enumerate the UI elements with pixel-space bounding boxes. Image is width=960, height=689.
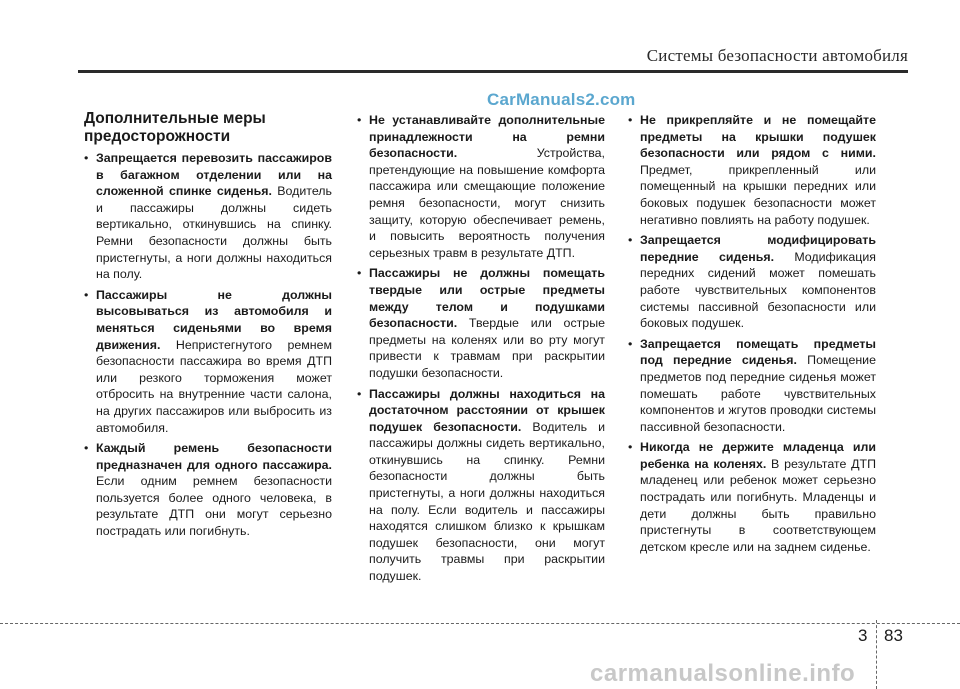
bullet-lead: Не прикрепляйте и не помещайте предметы на крышки подушек безопасности или рядом с ними. bbox=[640, 113, 876, 161]
bullet-text: Помещение предметов под передние сиденья может помешать работе чувствительных компонентов и жгутов проводки системы пассивной безопасности. bbox=[640, 353, 876, 434]
bullet-list-col1 bbox=[84, 150, 332, 540]
bullet-item bbox=[628, 112, 876, 228]
watermark-carmanualsonline[interactable]: carmanualsonline.info bbox=[590, 660, 856, 687]
bullet-text: Устройства, претендующие на повышение комфорта пассажира или смещающие положение ремня безопасности, могут снизить защиту, которую обеспечивает ремень, и повысить вероятность получения серьезных травм в результате ДТП. bbox=[369, 146, 605, 260]
column-1 bbox=[84, 110, 332, 544]
page-number: 83 bbox=[884, 626, 903, 645]
footer-dashed-rule bbox=[0, 623, 960, 624]
bullet-item bbox=[84, 287, 332, 436]
bullet-text: Модификация передних сидений может помешать работе чувствительных компонентов системы пассивной безопасности или боковых подушек. bbox=[640, 249, 876, 331]
bullet-list-col3 bbox=[628, 112, 876, 555]
bullet-lead: Запрещается модифицировать передние сиденья. bbox=[640, 233, 876, 264]
bullet-item bbox=[84, 440, 332, 540]
section-title: Дополнительные меры предосторожности bbox=[84, 110, 266, 145]
bullet-text: Водитель и пассажиры должны сидеть вертикально, откинувшись на спинку. Ремни безопасности должны быть пристегнуты, а ноги должны находиться на полу. Если водитель и пассажиры находятся слишком близко к крышкам подушек безопасности, они могут получить травмы при раскрытии подушек. bbox=[369, 419, 605, 584]
bullet-lead: Запрещается перевозить пассажиров в багажном отделении или на сложенной спинке сиденья. bbox=[96, 151, 332, 199]
bullet-lead: Никогда не держите младенца или ребенка на коленях. bbox=[640, 440, 876, 471]
footer-crop-mark bbox=[876, 620, 877, 689]
header-rule bbox=[78, 70, 908, 73]
bullet-lead: Каждый ремень безопасности предназначен для одного пассажира. bbox=[96, 441, 332, 472]
bullet-item bbox=[357, 265, 605, 381]
bullet-lead: Запрещается помещать предметы под передние сиденья. bbox=[640, 336, 876, 368]
column-3 bbox=[628, 112, 876, 559]
bullet-text: В результате ДТП младенец или ребенок может серьезно пострадать или погибнуть. Младенцы и дети должны быть правильно пристегнуты в соответствующем детском кресле или на заднем сиденье. bbox=[640, 456, 876, 554]
bullet-lead: Пассажиры не должны помещать твердые или острые предметы между телом и подушками безопасности. bbox=[369, 266, 605, 331]
bullet-lead: Пассажиры не должны высовываться из автомобиля и меняться сиденьями во время движения. bbox=[96, 287, 332, 352]
bullet-lead: Не устанавливайте дополнительные принадлежности на ремни безопасности. bbox=[369, 113, 605, 161]
bullet-item bbox=[357, 112, 605, 261]
bullet-item bbox=[628, 336, 876, 436]
bullet-lead: Пассажиры должны находиться на достаточном расстоянии от крышек подушек безопасности. bbox=[369, 386, 605, 434]
page-chapter-number: 3 bbox=[858, 626, 868, 645]
bullet-text: Предмет, прикрепленный или помещенный на крышки передних или боковых подушек безопасности может негативно повлиять на работу подушек. bbox=[640, 162, 876, 227]
bullet-text: Твердые или острые предметы на коленях или во рту могут привести к травмам при раскрытии подушки безопасности. bbox=[369, 316, 605, 380]
bullet-item bbox=[628, 439, 876, 555]
column-2 bbox=[357, 112, 605, 589]
bullet-text: Если одним ремнем безопасности пользуется более одного человека, в результате ДТП они могут серьезно пострадать или погибнуть. bbox=[96, 474, 332, 539]
page-header-title: Системы безопасности автомобиля bbox=[646, 46, 908, 65]
bullet-item bbox=[357, 386, 605, 585]
bullet-list-col2 bbox=[357, 112, 605, 585]
bullet-item bbox=[628, 232, 876, 332]
watermark-carmanuals2[interactable]: CarManuals2.com bbox=[487, 90, 636, 109]
bullet-text: Непристегнутого ремнем безопасности пассажира во время ДТП или резкого торможения может отбросить на внутренние части салона, на других пассажиров или выбросить из автомобиля. bbox=[96, 337, 332, 435]
bullet-item bbox=[84, 150, 332, 283]
bullet-text: Водитель и пассажиры должны сидеть вертикально, откинувшись на спинку. Ремни безопасности должны быть пристегнуты, а ноги должны находиться на полу. bbox=[96, 184, 332, 282]
